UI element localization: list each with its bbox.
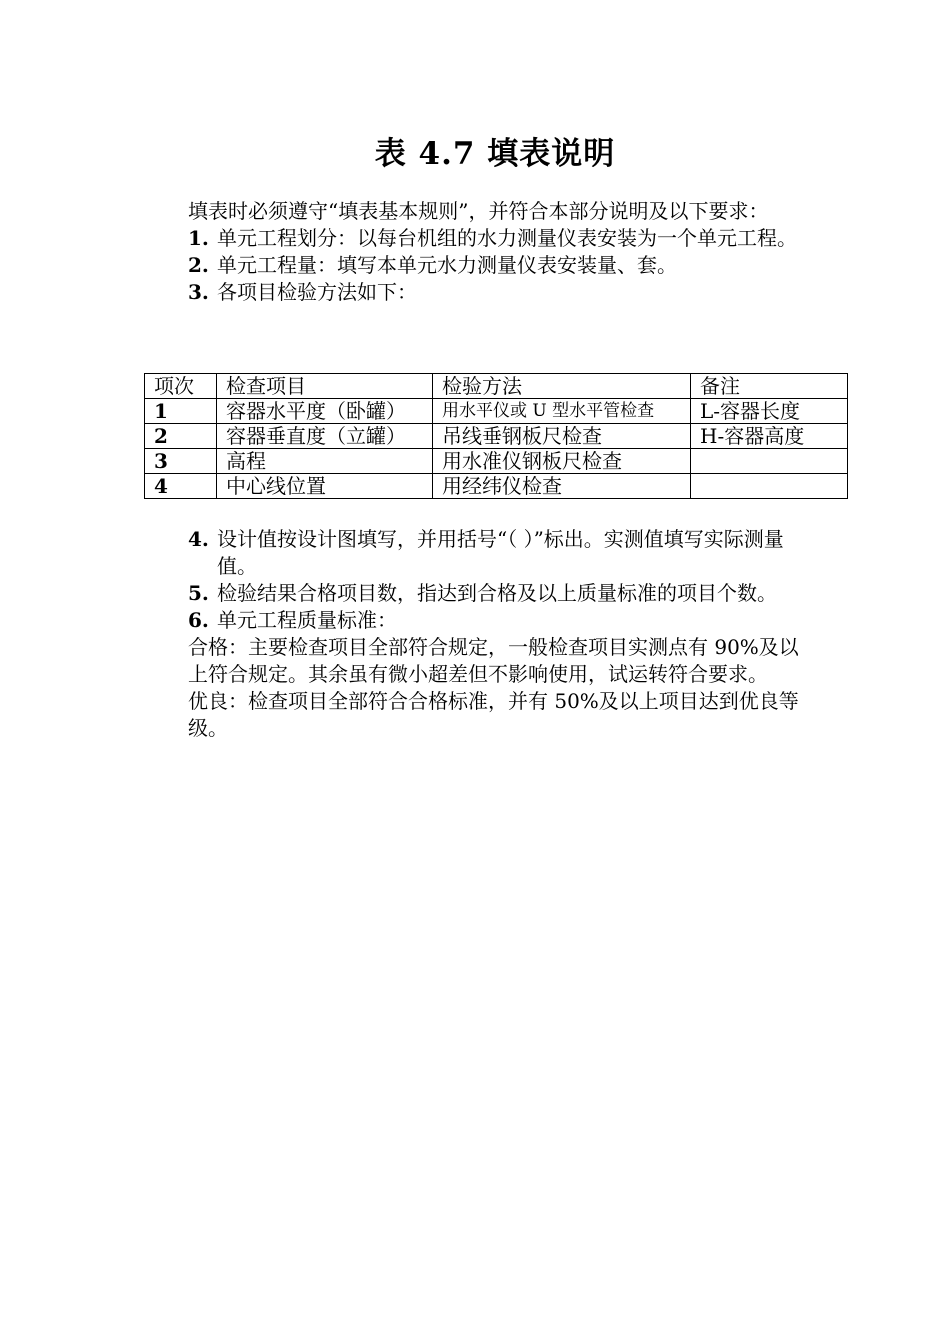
table-cell: 中心线位置 [217,474,433,499]
table-row [145,424,848,449]
table-cell: 3 [145,449,217,474]
list-item [188,607,810,634]
table-cell: L-容器长度 [691,399,848,424]
table-cell: 4 [145,474,217,499]
header-cell: 检查项目 [217,374,433,399]
table-row [145,399,848,424]
item-text: 检验结果合格项目数，指达到合格及以上质量标准的项目个数。 [217,581,777,605]
table-cell: 容器垂直度（立罐） [217,424,433,449]
list-item [188,225,810,252]
item-number: 6. [188,608,209,632]
intro-text: 填表时必须遵守“填表基本规则”，并符合本部分说明及以下要求： [188,199,769,223]
excellent-standard: 优良：检查项目全部符合合格标准，并有 50%及以上项目达到优良等级。 [188,689,799,740]
table-cell: 高程 [217,449,433,474]
table-cell: 用水准仪钢板尺检查 [433,449,691,474]
header-cell: 备注 [691,374,848,399]
item-number: 3. [188,280,209,304]
table-cell: H-容器高度 [691,424,848,449]
item-text: 各项目检验方法如下： [217,280,417,304]
table-cell: 用经纬仪检查 [433,474,691,499]
table-cell: 容器水平度（卧罐） [217,399,433,424]
table-header-row [145,374,848,399]
inspection-method-table [144,373,848,499]
page-title: 表 4.7 填表说明 [374,136,616,172]
list-item [188,252,810,279]
table-cell: 1 [145,399,217,424]
table-cell: 吊线垂钢板尺检查 [433,424,691,449]
item-text: 单元工程量：填写本单元水力测量仪表安装量、套。 [217,253,677,277]
list-item [188,279,810,306]
pass-standard: 合格：主要检查项目全部符合规定，一般检查项目实测点有 90%及以上符合规定。其余虽有微小超差但不影响使用，试运转符合要求。 [188,635,799,686]
table-cell [691,474,848,499]
instructions-intro [188,198,810,306]
item-text: 设计值按设计图填写，并用括号“（ ）”标出。实测值填写实际测量值。 [217,527,784,578]
item-text: 单元工程划分：以每台机组的水力测量仪表安装为一个单元工程。 [217,226,797,250]
list-item [188,526,810,580]
header-cell: 检验方法 [433,374,691,399]
instructions-continued [188,526,810,742]
table-cell: 用水平仪或 U 型水平管检查 [433,399,691,424]
item-text: 单元工程质量标准： [217,608,397,632]
item-number: 5. [188,581,209,605]
item-number: 1. [188,226,209,250]
table-row [145,449,848,474]
table-cell [691,449,848,474]
item-number: 2. [188,253,209,277]
header-cell: 项次 [145,374,217,399]
table-row [145,474,848,499]
item-number: 4. [188,527,209,551]
table-cell: 2 [145,424,217,449]
list-item [188,580,810,607]
